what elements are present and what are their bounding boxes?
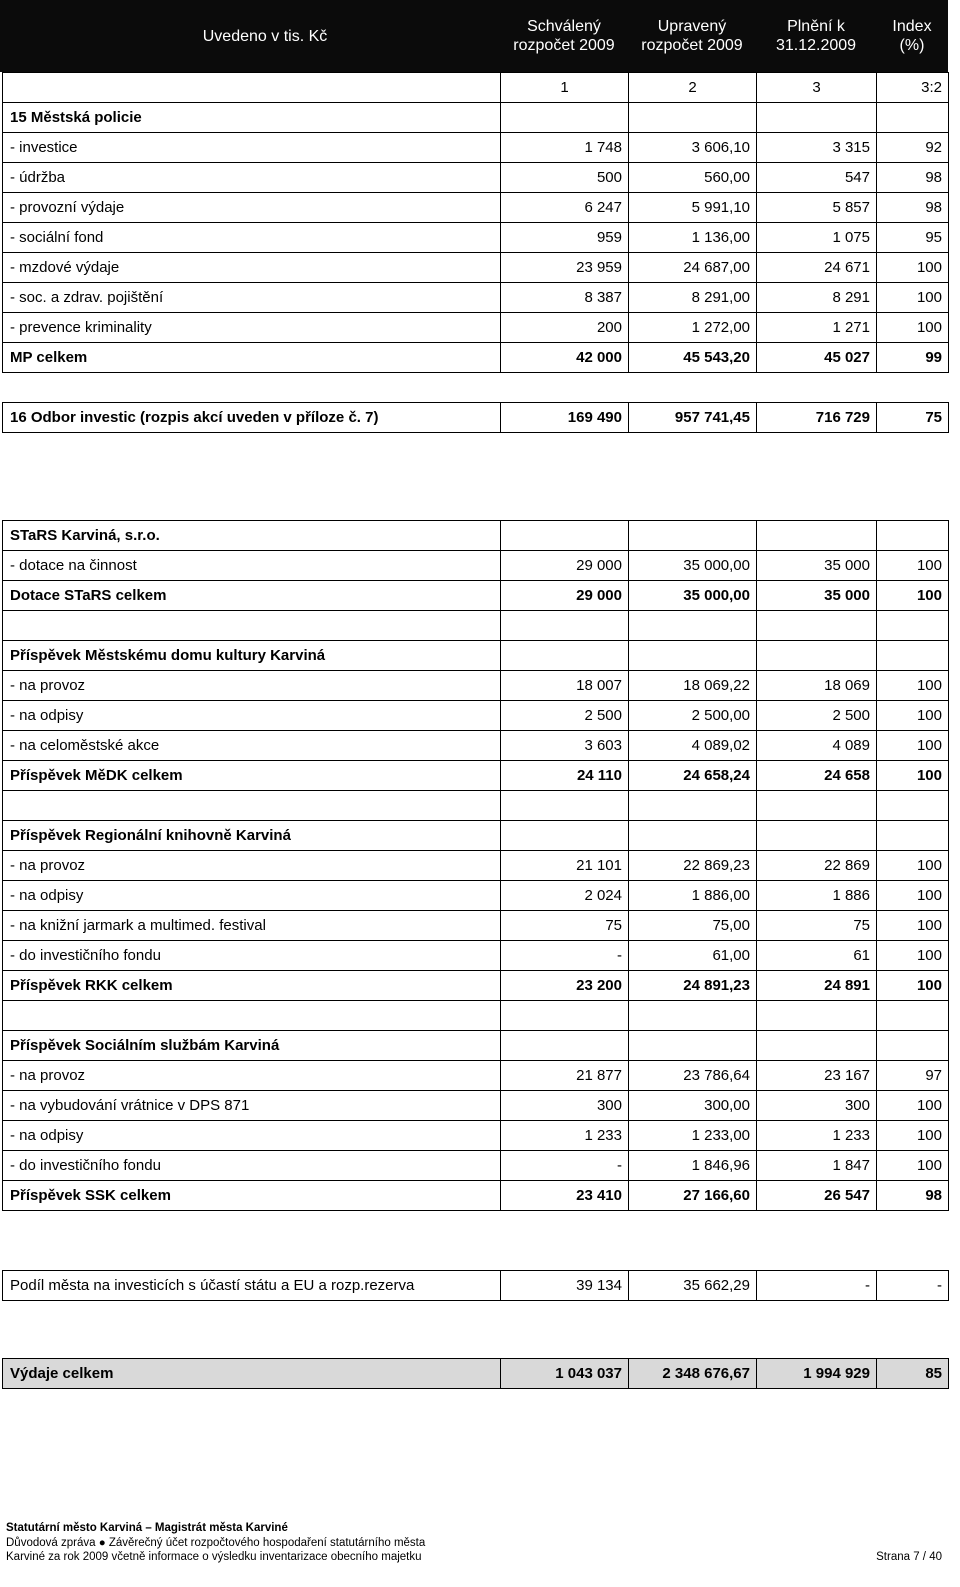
row-approved: 300 [501, 1091, 629, 1121]
grand-total-approved: 1 043 037 [501, 1359, 629, 1389]
row-label: - na knižní jarmark a multimed. festival [3, 911, 501, 941]
row-index: 92 [877, 133, 949, 163]
table-row [3, 313, 949, 343]
row-fulfillment: 5 857 [757, 193, 877, 223]
table-block-eu-share [2, 1270, 949, 1301]
table-row [3, 1091, 949, 1121]
row-adjusted: 18 069,22 [629, 671, 757, 701]
row-fulfillment: 24 671 [757, 253, 877, 283]
row-adjusted: 5 991,10 [629, 193, 757, 223]
row-index: 100 [877, 701, 949, 731]
header-unit-label: Uvedeno v tis. Kč [202, 27, 328, 45]
row-fulfillment: 26 547 [757, 1181, 877, 1211]
row-adjusted: 957 741,45 [629, 403, 757, 433]
row-adjusted: 1 886,00 [629, 881, 757, 911]
row-adjusted: 1 272,00 [629, 313, 757, 343]
row-approved: 2 500 [501, 701, 629, 731]
row-label: 16 Odbor investic (rozpis akcí uveden v příloze č. 7) [3, 403, 501, 433]
table-row [3, 1271, 949, 1301]
total-adjusted: 45 543,20 [629, 343, 757, 373]
row-approved: 23 959 [501, 253, 629, 283]
row-approved: 3 603 [501, 731, 629, 761]
table-row [3, 1121, 949, 1151]
police-rows [3, 133, 949, 343]
grand-total-index: 85 [877, 1359, 949, 1389]
row-label: - na celoměstské akce [3, 731, 501, 761]
row-label: - na odpisy [3, 881, 501, 911]
row-approved: 21 101 [501, 851, 629, 881]
footer-page-number: Strana 7 / 40 [876, 1551, 942, 1563]
table-row [3, 911, 949, 941]
row-index: 75 [877, 403, 949, 433]
row-fulfillment: 1 075 [757, 223, 877, 253]
row-approved: 169 490 [501, 403, 629, 433]
table-row [3, 881, 949, 911]
row-label: - sociální fond [3, 223, 501, 253]
section-title: 15 Městská policie [3, 103, 501, 133]
row-label: Podíl města na investicích s účastí státu a EU a rozp.rezerva [3, 1271, 501, 1301]
row-label: - na odpisy [3, 1121, 501, 1151]
row-index: 100 [877, 1091, 949, 1121]
row-adjusted: 27 166,60 [629, 1181, 757, 1211]
row-fulfillment: 716 729 [757, 403, 877, 433]
total-row [3, 343, 949, 373]
row-fulfillment: 547 [757, 163, 877, 193]
row-index: 100 [877, 881, 949, 911]
table-row [3, 193, 949, 223]
row-fulfillment: 300 [757, 1091, 877, 1121]
row-fulfillment: 24 891 [757, 971, 877, 1001]
colnum-2: 2 [629, 73, 757, 103]
table-row [3, 1151, 949, 1181]
row-approved: 959 [501, 223, 629, 253]
row-adjusted: 35 000,00 [629, 581, 757, 611]
table-row [3, 941, 949, 971]
row-label: Příspěvek RKK celkem [3, 971, 501, 1001]
footer-organization: Statutární město Karviná – Magistrát města Karviné [6, 1522, 288, 1534]
row-label: - na provoz [3, 671, 501, 701]
row-adjusted: 22 869,23 [629, 851, 757, 881]
row-label: - na provoz [3, 851, 501, 881]
row-adjusted: 23 786,64 [629, 1061, 757, 1091]
row-fulfillment: 24 658 [757, 761, 877, 791]
row-index: 100 [877, 731, 949, 761]
grand-total-row [3, 1359, 949, 1389]
row-index: 98 [877, 193, 949, 223]
table-row [3, 671, 949, 701]
total-approved: 42 000 [501, 343, 629, 373]
row-approved: 24 110 [501, 761, 629, 791]
table-block-contributions [2, 520, 949, 1211]
row-index: 100 [877, 253, 949, 283]
row-adjusted: 35 662,29 [629, 1271, 757, 1301]
row-adjusted: 75,00 [629, 911, 757, 941]
grand-total-adjusted: 2 348 676,67 [629, 1359, 757, 1389]
row-approved: 75 [501, 911, 629, 941]
table-row [3, 851, 949, 881]
row-adjusted: 35 000,00 [629, 551, 757, 581]
table-row [3, 283, 949, 313]
row-label: - na vybudování vrátnice v DPS 871 [3, 1091, 501, 1121]
header-fulfillment: Plnění k 31.12.2009 [775, 18, 857, 54]
table-row [3, 551, 949, 581]
row-fulfillment: 75 [757, 911, 877, 941]
table-row [3, 133, 949, 163]
grand-total-label: Výdaje celkem [3, 1359, 501, 1389]
row-index: - [877, 1271, 949, 1301]
row-adjusted: 8 291,00 [629, 283, 757, 313]
row-adjusted: 4 089,02 [629, 731, 757, 761]
section-title-row [3, 521, 949, 551]
empty-cell [3, 73, 501, 103]
section-title-row [3, 103, 949, 133]
row-index: 100 [877, 1121, 949, 1151]
row-fulfillment: 1 847 [757, 1151, 877, 1181]
row-approved: 39 134 [501, 1271, 629, 1301]
colnum-3: 3 [757, 73, 877, 103]
row-index: 100 [877, 911, 949, 941]
row-adjusted: 61,00 [629, 941, 757, 971]
row-approved: 29 000 [501, 551, 629, 581]
row-approved: 23 200 [501, 971, 629, 1001]
grand-total-fulfillment: 1 994 929 [757, 1359, 877, 1389]
row-label: - do investičního fondu [3, 1151, 501, 1181]
row-fulfillment: 1 886 [757, 881, 877, 911]
row-adjusted: 2 500,00 [629, 701, 757, 731]
row-label: Příspěvek SSK celkem [3, 1181, 501, 1211]
total-row [3, 403, 949, 433]
row-fulfillment: 8 291 [757, 283, 877, 313]
row-adjusted: 3 606,10 [629, 133, 757, 163]
row-index: 100 [877, 761, 949, 791]
column-numbers-row [3, 73, 949, 103]
row-adjusted: 24 687,00 [629, 253, 757, 283]
row-label: - soc. a zdrav. pojištění [3, 283, 501, 313]
row-fulfillment: 35 000 [757, 551, 877, 581]
spacer-row [3, 1001, 949, 1031]
row-index: 100 [877, 671, 949, 701]
row-approved: 2 024 [501, 881, 629, 911]
row-fulfillment: 4 089 [757, 731, 877, 761]
total-fulfillment: 45 027 [757, 343, 877, 373]
row-fulfillment: 3 315 [757, 133, 877, 163]
row-fulfillment: 35 000 [757, 581, 877, 611]
row-index: 100 [877, 283, 949, 313]
table-row [3, 701, 949, 731]
row-adjusted: 1 233,00 [629, 1121, 757, 1151]
section-title: Příspěvek Sociálním službám Karviná [3, 1031, 501, 1061]
row-approved: 1 233 [501, 1121, 629, 1151]
row-label: - do investičního fondu [3, 941, 501, 971]
row-fulfillment: 2 500 [757, 701, 877, 731]
row-approved: 21 877 [501, 1061, 629, 1091]
section-title-row [3, 1031, 949, 1061]
row-approved: - [501, 1151, 629, 1181]
row-adjusted: 560,00 [629, 163, 757, 193]
row-fulfillment: 61 [757, 941, 877, 971]
row-approved: 500 [501, 163, 629, 193]
header-index: Index (%) [892, 18, 932, 54]
row-index: 97 [877, 1061, 949, 1091]
footer-report-title: Důvodová zpráva ● Závěrečný účet rozpočtového hospodaření statutárního města [6, 1537, 426, 1549]
spacer-row [3, 611, 949, 641]
total-row [3, 581, 949, 611]
row-label: - investice [3, 133, 501, 163]
colnum-ratio: 3:2 [877, 73, 949, 103]
row-approved: - [501, 941, 629, 971]
row-approved: 18 007 [501, 671, 629, 701]
row-label: - na provoz [3, 1061, 501, 1091]
row-label: Příspěvek MěDK celkem [3, 761, 501, 791]
table-block-police [2, 72, 949, 373]
row-fulfillment: 1 233 [757, 1121, 877, 1151]
row-label: - mzdové výdaje [3, 253, 501, 283]
row-index: 95 [877, 223, 949, 253]
row-approved: 8 387 [501, 283, 629, 313]
table-header [0, 0, 948, 72]
table-block-investments [2, 402, 949, 433]
contributions-body [3, 521, 949, 1211]
section-title-row [3, 821, 949, 851]
row-approved: 200 [501, 313, 629, 343]
colnum-1: 1 [501, 73, 629, 103]
row-adjusted: 1 136,00 [629, 223, 757, 253]
table-row [3, 1061, 949, 1091]
table-block-grand-total [2, 1358, 949, 1389]
total-row [3, 761, 949, 791]
section-title: STaRS Karviná, s.r.o. [3, 521, 501, 551]
row-adjusted: 1 846,96 [629, 1151, 757, 1181]
row-label: Dotace STaRS celkem [3, 581, 501, 611]
row-fulfillment: - [757, 1271, 877, 1301]
row-index: 100 [877, 971, 949, 1001]
total-row [3, 971, 949, 1001]
header-approved-budget: Schválený rozpočet 2009 [513, 18, 615, 54]
table-row [3, 163, 949, 193]
row-index: 100 [877, 941, 949, 971]
row-approved: 6 247 [501, 193, 629, 223]
row-adjusted: 24 658,24 [629, 761, 757, 791]
total-label: MP celkem [3, 343, 501, 373]
table-row [3, 223, 949, 253]
total-index: 99 [877, 343, 949, 373]
row-index: 100 [877, 1151, 949, 1181]
row-fulfillment: 1 271 [757, 313, 877, 343]
row-fulfillment: 23 167 [757, 1061, 877, 1091]
row-adjusted: 300,00 [629, 1091, 757, 1121]
section-title: Příspěvek Městskému domu kultury Karviná [3, 641, 501, 671]
row-index: 100 [877, 851, 949, 881]
section-title: Příspěvek Regionální knihovně Karviná [3, 821, 501, 851]
total-row [3, 1181, 949, 1211]
table-row [3, 731, 949, 761]
row-fulfillment: 22 869 [757, 851, 877, 881]
row-index: 100 [877, 551, 949, 581]
row-index: 100 [877, 581, 949, 611]
row-index: 100 [877, 313, 949, 343]
row-label: - na odpisy [3, 701, 501, 731]
row-fulfillment: 18 069 [757, 671, 877, 701]
header-adjusted-budget: Upravený rozpočet 2009 [641, 18, 743, 54]
row-approved: 29 000 [501, 581, 629, 611]
row-label: - provozní výdaje [3, 193, 501, 223]
row-index: 98 [877, 163, 949, 193]
row-adjusted: 24 891,23 [629, 971, 757, 1001]
row-label: - údržba [3, 163, 501, 193]
row-label: - prevence kriminality [3, 313, 501, 343]
row-index: 98 [877, 1181, 949, 1211]
spacer-row [3, 791, 949, 821]
row-label: - dotace na činnost [3, 551, 501, 581]
table-row [3, 253, 949, 283]
row-approved: 1 748 [501, 133, 629, 163]
footer-report-subtitle: Karviné za rok 2009 včetně informace o výsledku inventarizace obecního majetku [6, 1551, 422, 1563]
section-title-row [3, 641, 949, 671]
row-approved: 23 410 [501, 1181, 629, 1211]
